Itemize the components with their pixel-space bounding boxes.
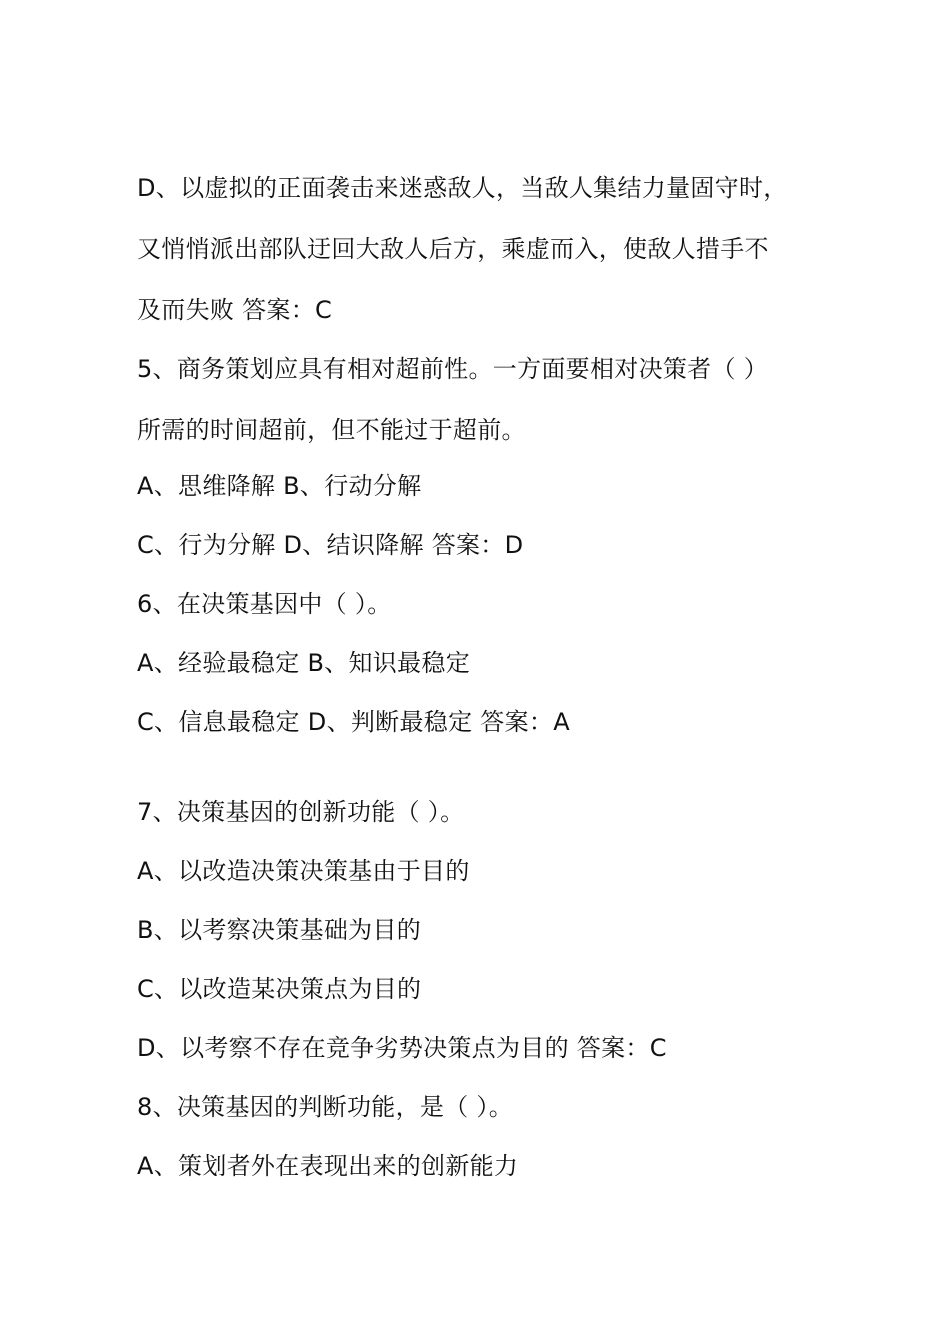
q7-question: 7、决策基因的创新功能（ ）。: [137, 798, 465, 826]
q4-option-d-line1: D、以虚拟的正面袭击来迷惑敌人，当敌人集结力量固守时，: [137, 174, 788, 202]
q5-options-cd-answer: C、行为分解 D、结识降解 答案：D: [137, 531, 524, 559]
q7-option-a: A、以改造决策决策基由于目的: [137, 857, 470, 885]
q4-option-d-line2: 又悄悄派出部队迂回大敌人后方，乘虚而入，使敌人措手不: [137, 235, 769, 263]
q6-options-ab: A、经验最稳定 B、知识最稳定: [137, 649, 471, 677]
q8-option-a: A、策划者外在表现出来的创新能力: [137, 1152, 519, 1180]
q5-question-line1: 5、商务策划应具有相对超前性。一方面要相对决策者（ ）: [137, 355, 768, 383]
q7-option-b: B、以考察决策基础为目的: [137, 916, 422, 944]
q8-question: 8、决策基因的判断功能，是（ ）。: [137, 1093, 513, 1121]
q5-question-line2: 所需的时间超前，但不能过于超前。: [137, 416, 526, 444]
q4-answer-line: 及而失败 答案：C: [137, 296, 333, 324]
q5-options-ab: A、思维降解 B、行动分解: [137, 472, 422, 500]
q7-option-c: C、以改造某决策点为目的: [137, 975, 422, 1003]
q6-question: 6、在决策基因中（ ）。: [137, 590, 392, 618]
q7-option-d-answer: D、以考察不存在竞争劣势决策点为目的 答案：C: [137, 1034, 667, 1062]
q6-options-cd-answer: C、信息最稳定 D、判断最稳定 答案：A: [137, 708, 570, 736]
